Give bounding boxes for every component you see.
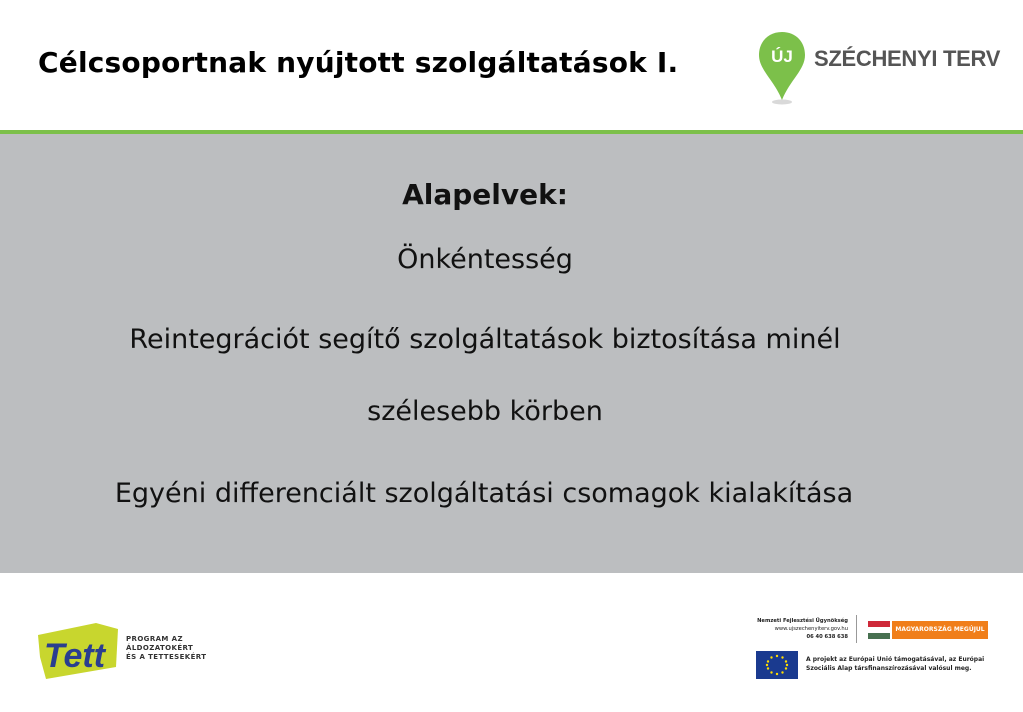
tett-mark-text: Tett bbox=[44, 637, 106, 675]
partner-divider bbox=[856, 615, 857, 643]
eu-flag-icon bbox=[756, 651, 798, 679]
slide-header bbox=[0, 0, 1023, 130]
tett-logo-mark bbox=[36, 617, 126, 687]
hungarian-flag-icon bbox=[868, 621, 890, 639]
tett-program-logo bbox=[36, 617, 206, 687]
magyarorszag-megujul-badge: MAGYARORSZÁG MEGÚJUL bbox=[892, 621, 988, 639]
eu-line: A projekt az Európai Unió támogatásával, az Európai bbox=[806, 656, 985, 663]
tett-text-line: ÉS A TETTESEKÉRT bbox=[126, 653, 207, 661]
uj-szechenyi-terv-logo bbox=[756, 30, 1006, 110]
eu-funding-text bbox=[806, 655, 984, 673]
content-heading: Alapelvek: bbox=[402, 178, 568, 211]
partner-logos bbox=[756, 613, 996, 693]
nfu-line: 06 40 638 638 bbox=[806, 634, 848, 640]
nfu-line: Nemzeti Fejlesztési Ügynökség bbox=[757, 618, 848, 624]
map-pin-icon bbox=[756, 30, 808, 106]
eu-stars-icon bbox=[756, 651, 798, 679]
eu-line: Szociális Alap társfinanszírozásával valósul meg. bbox=[806, 665, 972, 672]
slide-title: Célcsoportnak nyújtott szolgáltatások I. bbox=[38, 46, 679, 79]
brand-pin-text: ÚJ bbox=[771, 47, 793, 66]
brand-name: SZÉCHENYI TERV bbox=[814, 46, 1001, 71]
tett-text-line: PROGRAM AZ bbox=[126, 635, 183, 643]
content-panel bbox=[0, 134, 1023, 573]
content-line: Reintegrációt segítő szolgáltatások biztosítása minél bbox=[129, 324, 841, 355]
content-line: szélesebb körben bbox=[367, 396, 603, 427]
tett-text-line: ÁLDOZATOKÉRT bbox=[126, 644, 194, 652]
slide-footer bbox=[0, 573, 1023, 712]
content-line: Önkéntesség bbox=[397, 244, 573, 275]
nfu-contact bbox=[756, 617, 848, 641]
nfu-line: www.ujszechenyiterv.gov.hu bbox=[774, 626, 848, 632]
tett-program-text bbox=[126, 635, 206, 662]
content-line: Egyéni differenciált szolgáltatási csomagok kialakítása bbox=[114, 478, 854, 509]
